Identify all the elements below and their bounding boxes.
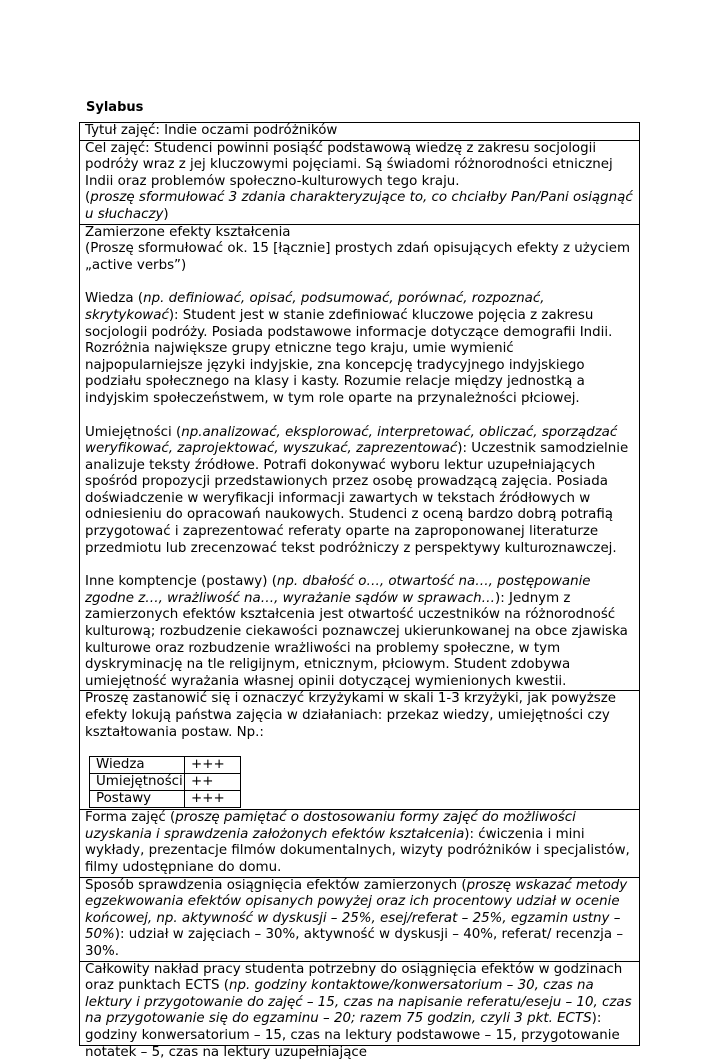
rating-row-skills <box>90 774 241 791</box>
rating-value: +++ <box>185 791 241 808</box>
rating-value: ++ <box>185 774 241 791</box>
outcomes-knowledge: Wiedza (np. definiować, opisać, podsumować, porównać, rozpoznać, skrytykować): Student jest w stanie zdefiniować kluczowe pojęcia z zakresu socjologii podróży. Posiada podstawowe informacje dotyczące demografii Indii. Rozróżnia największe grupy etniczne tego kraju, umie wymienić najpopularniejsze języki indyjskie, zna koncepcję tradycyjnego indyjskiego podziału społecznego na klasy i kasty. Rozumie relacje między jednostką a indyjskim społeczeństwem, w tym role oparte na przynależności płciowej. <box>85 291 613 406</box>
class-form-text: Forma zajęć (proszę pamiętać o dostosowaniu formy zajęć do możliwości uzyskania i sprawdzenia założonych efektów kształcenia): ćwiczenia i mini wykłady, prezentacje filmów dokumentalnych, wizyty podróżników i specjalistów, filmy udostępniane do domu. <box>85 810 630 875</box>
class-form-cell <box>80 810 639 877</box>
rating-row-knowledge <box>90 757 241 774</box>
rating-row-attitudes <box>90 791 241 808</box>
outcomes-skills: Umiejętności (np.analizować, eksplorować, interpretować, obliczać, sporządzać weryfikować, zaprojektować, wyszukać, zaprezentować): Uczestnik samodzielnie analizuje teksty źródłowe. Potrafi dokonywać wyboru lektur uzupełniających spośród propozycji przedstawionych przez osobę prowadzącą zajęcia. Posiada doświadczenie w weryfikacji informacji zawartych w tekstach źródłowych w odniesieniu do opracowań naukowych. Studenci z oceną bardzo dobrą potrafią przygotować i zaprezentować referaty oparte na zaproponowanej literaturze przedmiotu lub zrecenzować tekst podróżniczy z perspektywy kulturoznawczej. <box>85 424 629 556</box>
outcomes-title: Zamierzone efekty kształcenia <box>85 224 291 240</box>
rating-instruction: Proszę zastanowić się i oznaczyć krzyżykami w skali 1-3 krzyżyki, jak powyższe efekty lokują państwa zajęcia w działaniach: przekaz wiedzy, umiejętności czy kształtowania postaw. Np.: <box>85 691 616 740</box>
assessment-cell <box>80 878 639 962</box>
outcomes-instruction: (Proszę sformułować ok. 15 [łącznie] prostych zdań opisujących efekty z użyciem „active verbs”) <box>85 241 631 273</box>
course-title-cell <box>80 123 639 141</box>
rating-label: Wiedza <box>90 757 185 774</box>
syllabus-heading: Sylabus <box>86 100 144 115</box>
course-title: Tytuł zajęć: Indie oczami podróżników <box>85 123 338 138</box>
assessment-text: Sposób sprawdzenia osiągnięcia efektów zamierzonych (proszę wskazać metody egzekwowania efektów opisanych powyżej oraz ich procentowy udział w ocenie końcowej, np. aktywność w dyskusji – 25%, esej/referat – 25%, egzamin ustny – 50%): udział w zajęciach – 30%, aktywność w dyskusji – 40%, referat/ recenzja – 30%. <box>85 877 628 959</box>
rating-label: Umiejętności <box>90 774 185 791</box>
rating-label: Postawy <box>90 791 185 808</box>
outcomes-competences: Inne komptencje (postawy) (np. dbałość o…, otwartość na…, postępowanie zgodne z…, wrażliwość na…, wyrażanie sądów w sprawach…): Jednym z zamierzonych efektów kształcenia jest otwartość uczestników na różnorodność kulturową; rozbudzenie ciekawości poznawczej ukierunkowanej na obce zjawiska kulturowe oraz rozbudzenie wrażliwości na problemy społeczne, w tym dyskryminację na tle religijnym, etnicznym, płciowym. Student zdobywa umiejętność wyrażania własnej opinii dotyczącej wymienionych kwestii. <box>85 574 628 689</box>
course-goal-text: Cel zajęć: Studenci powinni posiąść podstawową wiedzę z zakresu socjologii podróży wraz z jej kluczowymi pojęciami. Są świadomi różnorodności etnicznej Indii oraz problemów społeczno-kulturowych tego kraju. <box>85 140 613 189</box>
workload-text: Całkowity nakład pracy studenta potrzebny do osiągnięcia efektów w godzinach oraz punktach ECTS (np. godziny kontaktowe/konwersatorium – 30, czas na lektury i przygotowanie do zajęć – 15, czas na napisanie referatu/eseju – 10, czas na przygotowanie się do egzaminu – 20; razem 75 godzin, czyli 3 pkt. ECTS): godziny konwersatorium – 15, czas na lektury podstawowe – 15, przygotowanie notatek – 5, czas na lektury uzupełniające <box>85 961 632 1060</box>
rating-value: +++ <box>185 757 241 774</box>
rating-table <box>89 756 241 808</box>
workload-cell <box>80 961 639 1060</box>
rating-cell <box>80 691 639 810</box>
course-goal-cell <box>80 141 639 225</box>
learning-outcomes-cell <box>80 225 639 692</box>
syllabus-table <box>79 122 640 1060</box>
course-goal-note: (proszę sformułować 3 zdania charakteryzujące to, co chciałby Pan/Pani osiągnąć u słuchaczy) <box>85 190 633 222</box>
